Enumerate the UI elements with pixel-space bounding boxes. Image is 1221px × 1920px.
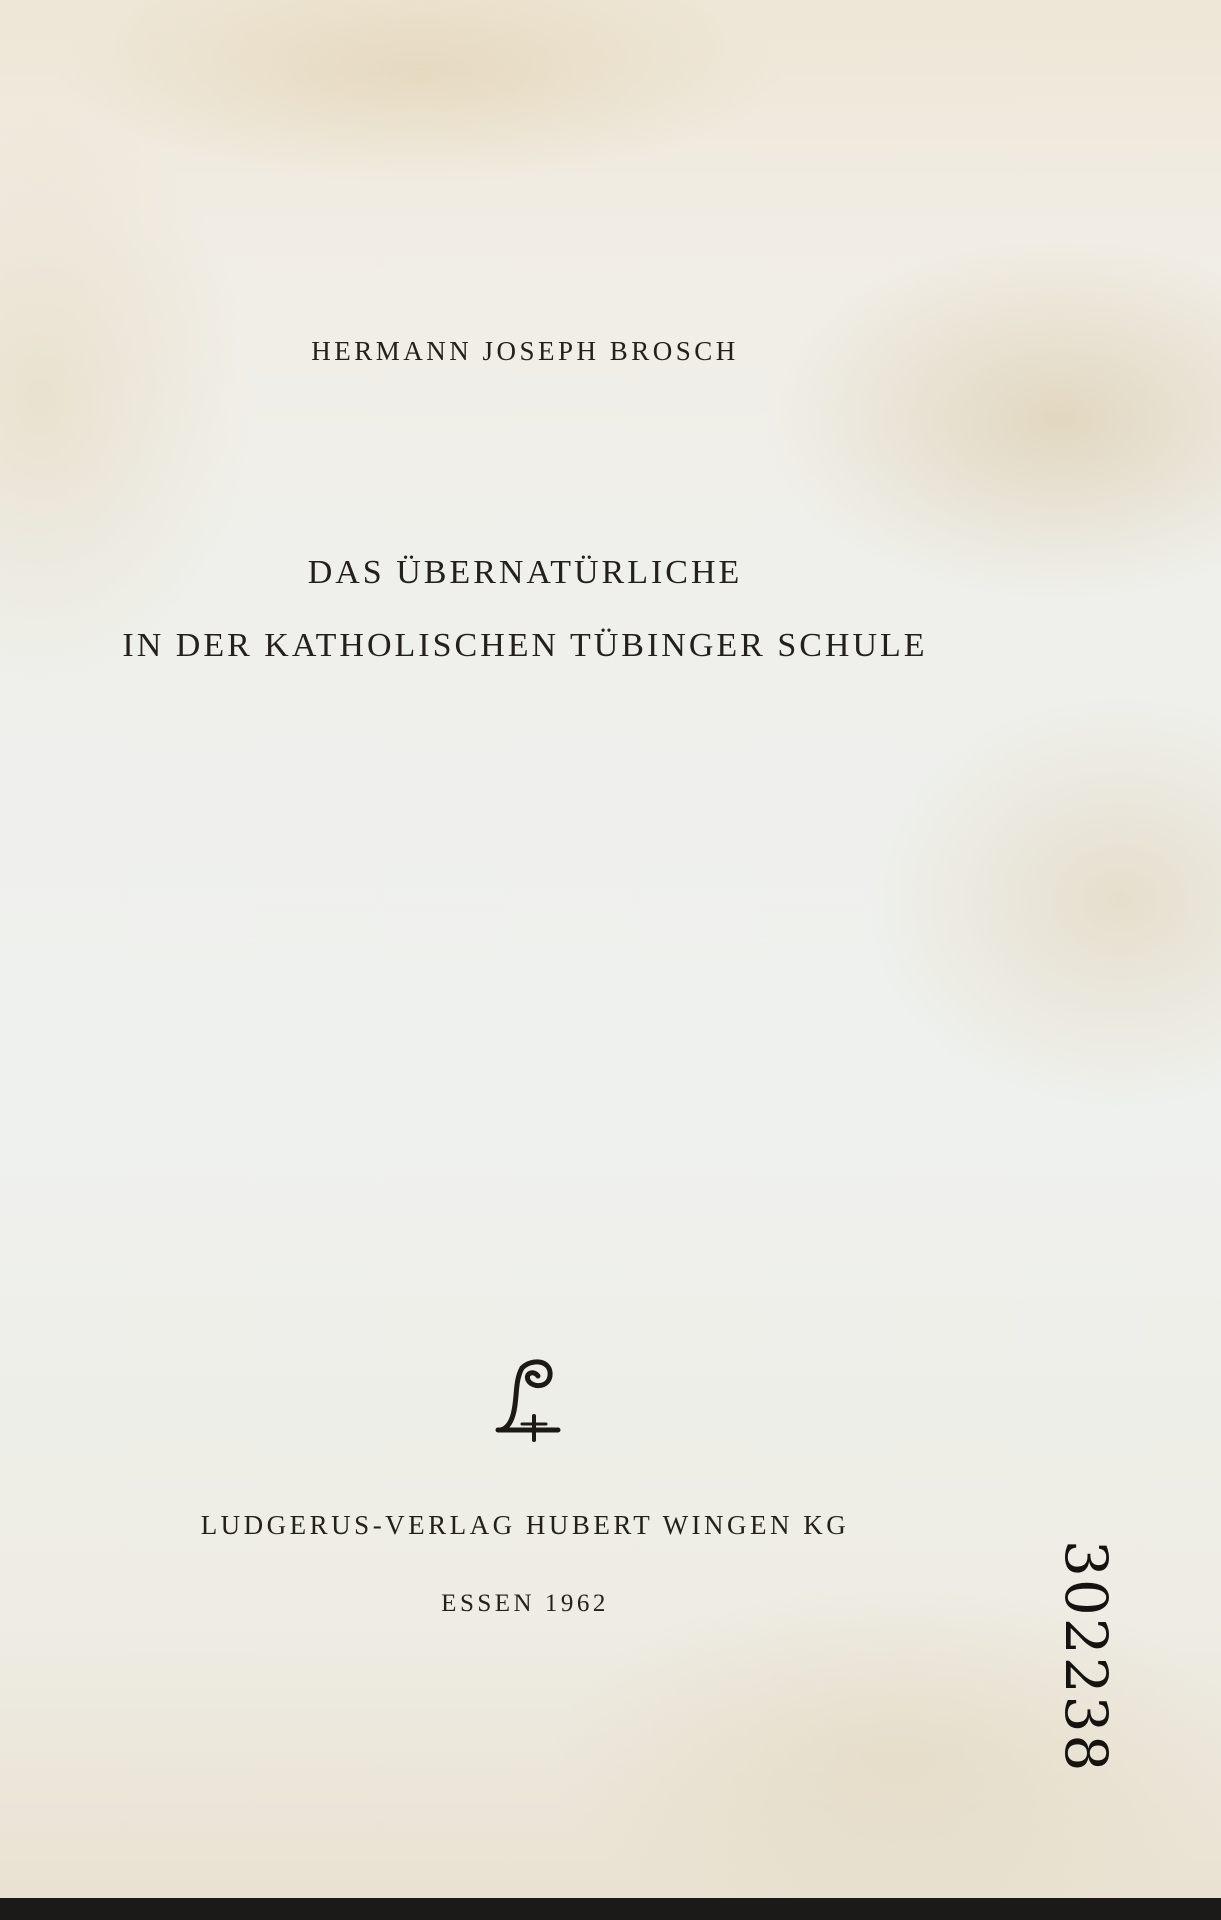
publication-place-year: ESSEN 1962 — [441, 1590, 609, 1617]
publisher-name: LUDGERUS-VERLAG HUBERT WINGEN KG — [200, 1510, 850, 1540]
library-inventory-stamp: 302238 — [1052, 1540, 1120, 1774]
author-name: HERMANN JOSEPH BROSCH — [311, 336, 739, 366]
book-title-line-1: DAS ÜBERNATÜRLICHE — [307, 554, 743, 591]
book-title-line-2: IN DER KATHOLISCHEN TÜBINGER SCHULE — [122, 627, 928, 664]
publisher-logo-icon — [492, 1358, 564, 1442]
